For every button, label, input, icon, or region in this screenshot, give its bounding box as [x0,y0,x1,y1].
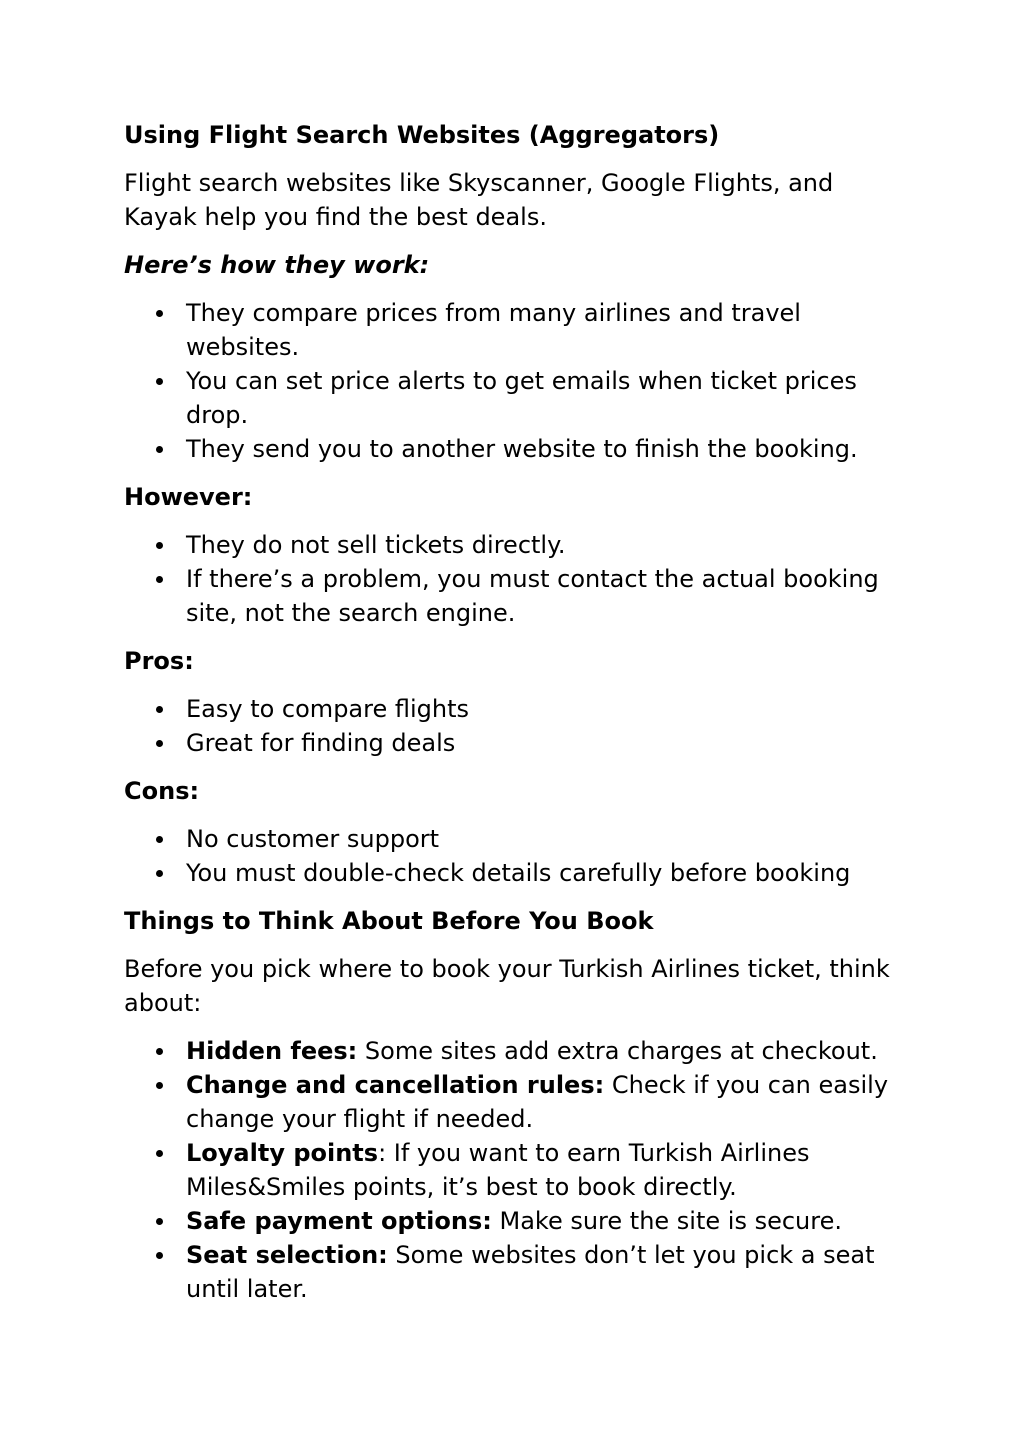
bullet-icon [156,1150,163,1157]
bullet-icon [156,378,163,385]
list-item-text: No customer support [186,825,440,853]
bullet-icon [156,740,163,747]
list-item-label: Hidden fees: [186,1037,358,1065]
list-item-text: Make sure the site is secure. [491,1207,842,1235]
bullet-icon [156,1082,163,1089]
how-they-work-heading: Here’s how they work: [124,251,430,279]
think-about-intro: Before you pick where to book your Turkish Airlines ticket, think about: [124,955,890,1017]
think-about-heading: Things to Think About Before You Book [124,907,654,935]
list-item-text: If there’s a problem, you must contact the actual booking site, not the search engine. [186,565,879,627]
cons-list [124,822,904,890]
bullet-icon [156,870,163,877]
bullet-icon [156,706,163,713]
list-item-label: Change and cancellation rules: [186,1071,605,1099]
list-item-text: You can set price alerts to get emails when ticket prices drop. [186,367,857,429]
list-item-text: : If you want to earn Turkish Airlines Miles&Smiles points, it’s best to book directly. [186,1139,810,1201]
think-about-list [124,1034,904,1306]
list-item-text: Some websites don’t let you pick a seat until later. [186,1241,875,1303]
aggregators-intro: Flight search websites like Skyscanner, Google Flights, and Kayak help you find the best deals. [124,169,834,231]
list-item-label: Loyalty points [186,1139,379,1167]
list-item-text: They do not sell tickets directly. [186,531,566,559]
pros-list [124,692,904,760]
pros-heading: Pros: [124,647,194,675]
however-list [124,528,904,630]
list-item-label: Safe payment options: [186,1207,492,1235]
list-item [124,822,904,856]
list-item-text: You must double-check details carefully before booking [186,859,851,887]
list-item-text: They compare prices from many airlines and travel websites. [186,299,801,361]
list-item [124,296,904,364]
bullet-icon [156,836,163,843]
list-item-text: Check if you can easily change your flight if needed. [186,1071,889,1133]
list-item-text: Some sites add extra charges at checkout. [357,1037,878,1065]
cons-heading: Cons: [124,777,200,805]
bullet-icon [156,1252,163,1259]
bullet-icon [156,542,163,549]
bullet-icon [156,1218,163,1225]
list-item-text: They send you to another website to finish the booking. [186,435,858,463]
list-item [124,726,904,760]
list-item [124,1204,904,1238]
list-item [124,1136,904,1204]
list-item [124,856,904,890]
aggregators-heading: Using Flight Search Websites (Aggregators) [124,121,720,149]
list-item-label: Seat selection: [186,1241,388,1269]
list-item-text: Great for finding deals [186,729,456,757]
list-item [124,528,904,562]
list-item [124,562,904,630]
bullet-icon [156,1048,163,1055]
list-item [124,432,904,466]
bullet-icon [156,576,163,583]
list-item [124,1034,904,1068]
bullet-icon [156,310,163,317]
list-item [124,1068,904,1136]
list-item [124,1238,904,1306]
document-page [124,118,904,1320]
bullet-icon [156,446,163,453]
list-item-text: Easy to compare flights [186,695,470,723]
however-heading: However: [124,483,253,511]
list-item [124,692,904,726]
how-they-work-list [124,296,904,466]
list-item [124,364,904,432]
